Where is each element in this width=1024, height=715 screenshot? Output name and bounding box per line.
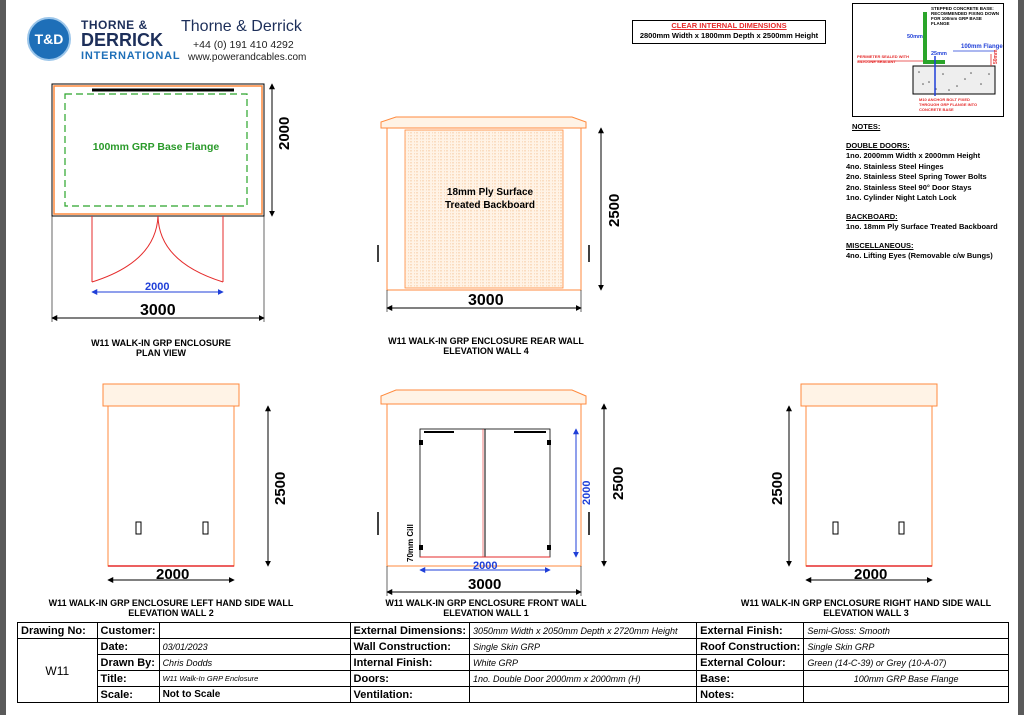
colour-label: External Colour: bbox=[697, 655, 804, 671]
rear-caption-line1: W11 WALK-IN GRP ENCLOSURE REAR WALL bbox=[388, 336, 584, 346]
roof-label: Roof Construction: bbox=[697, 639, 804, 655]
notes-door-item: 1no. Cylinder Night Latch Lock bbox=[846, 193, 957, 202]
front-width-dim: 3000 bbox=[468, 576, 502, 593]
doors-label: Doors: bbox=[350, 671, 469, 687]
ext-dims-label: External Dimensions: bbox=[350, 623, 469, 639]
ext-dims-value: 3050mm Width x 2050mm Depth x 2720mm Height bbox=[470, 623, 697, 639]
front-door-width-dim: 2000 bbox=[473, 560, 498, 572]
colour-value: Green (14-C-39) or Grey (10-A-07) bbox=[804, 655, 1009, 671]
date-label: Date: bbox=[97, 639, 159, 655]
logo-line-2: DERRICK bbox=[81, 30, 164, 50]
rear-caption-line2: ELEVATION WALL 4 bbox=[443, 346, 529, 356]
notes-door-item: 2no. Stainless Steel Spring Tower Bolts bbox=[846, 172, 987, 181]
front-caption bbox=[366, 598, 606, 618]
notes-backboard-heading: BACKBOARD: bbox=[846, 211, 898, 221]
rear-caption bbox=[366, 336, 606, 356]
backboard-label-line1: 18mm Ply Surface bbox=[446, 187, 534, 198]
notes-value bbox=[804, 687, 1009, 703]
front-sill-dim: 70mm Cill bbox=[406, 524, 415, 562]
left-height-dim: 2500 bbox=[272, 471, 289, 505]
title-value: W11 Walk-In GRP Enclosure bbox=[159, 671, 350, 687]
customer-label: Customer: bbox=[97, 623, 159, 639]
title-block bbox=[17, 622, 1009, 703]
notes-door-item: 2no. Stainless Steel 90° Door Stays bbox=[846, 182, 972, 192]
notes-backboard-item: 1no. 18mm Ply Surface Treated Backboard bbox=[846, 222, 998, 231]
wall-value: Single Skin GRP bbox=[470, 639, 697, 655]
left-caption-line2: ELEVATION WALL 2 bbox=[128, 608, 214, 618]
drawing-no-value: W11 bbox=[18, 639, 98, 703]
clear-dims-title: CLEAR INTERNAL DIMENSIONS bbox=[671, 21, 787, 30]
rear-wall-view bbox=[378, 117, 601, 312]
roof-value: Single Skin GRP bbox=[804, 639, 1009, 655]
clear-dims-value: 2800mm Width x 1800mm Depth x 2500mm Height bbox=[639, 31, 819, 40]
ventilation-value bbox=[470, 687, 697, 703]
svg-text:T&D: T&D bbox=[34, 31, 64, 47]
logo-line-1: THORNE & bbox=[81, 18, 148, 32]
plan-caption bbox=[46, 338, 276, 358]
title-label: Title: bbox=[97, 671, 159, 687]
detail-flange: 100mm Flange bbox=[961, 44, 1003, 50]
plan-caption-line2: PLAN VIEW bbox=[135, 348, 186, 358]
rear-width-dim: 3000 bbox=[468, 292, 504, 309]
backboard-label-line2: Treated Backboard bbox=[444, 200, 536, 211]
detail-dim-50b: 50mm bbox=[993, 49, 999, 64]
plan-caption-line1: W11 WALK-IN GRP ENCLOSURE bbox=[91, 338, 231, 348]
front-door-height-dim: 2000 bbox=[581, 480, 593, 505]
left-wall-view bbox=[103, 384, 268, 580]
right-caption bbox=[716, 598, 1016, 618]
int-finish-label: Internal Finish: bbox=[350, 655, 469, 671]
scale-value: Not to Scale bbox=[159, 687, 350, 703]
plan-width-dim: 3000 bbox=[140, 302, 176, 319]
ext-finish-label: External Finish: bbox=[697, 623, 804, 639]
detail-dim-50a: 50mm bbox=[907, 34, 923, 40]
drawn-by-value: Chris Dodds bbox=[159, 655, 350, 671]
right-caption-line1: W11 WALK-IN GRP ENCLOSURE RIGHT HAND SIDE WALL bbox=[740, 598, 992, 608]
date-value: 03/01/2023 bbox=[159, 639, 350, 655]
drawn-by-label: Drawn By: bbox=[97, 655, 159, 671]
drawing-sheet bbox=[6, 0, 1018, 715]
notes-label: Notes: bbox=[697, 687, 804, 703]
left-caption bbox=[21, 598, 321, 618]
right-width-dim: 2000 bbox=[854, 566, 888, 583]
notes-door-item: 1no. 2000mm Width x 2000mm Height bbox=[846, 151, 981, 160]
base-value: 100mm GRP Base Flange bbox=[804, 671, 1009, 687]
front-caption-line1: W11 WALK-IN GRP ENCLOSURE FRONT WALL bbox=[385, 598, 587, 608]
plan-flange-label: 100mm GRP Base Flange bbox=[92, 141, 220, 153]
left-width-dim: 2000 bbox=[156, 566, 190, 583]
notes-title: NOTES: bbox=[852, 122, 881, 131]
plan-depth-dim: 2000 bbox=[276, 116, 293, 150]
backboard-label bbox=[426, 186, 554, 212]
right-caption-line2: ELEVATION WALL 3 bbox=[823, 608, 909, 618]
front-height-dim: 2500 bbox=[610, 466, 627, 500]
detail-dim-25: 25mm bbox=[931, 51, 947, 57]
notes-misc-item: 4no. Lifting Eyes (Removable c/w Bungs) bbox=[846, 251, 993, 260]
front-caption-line2: ELEVATION WALL 1 bbox=[443, 608, 529, 618]
notes-doors-heading: DOUBLE DOORS: bbox=[846, 140, 910, 150]
int-finish-value: White GRP bbox=[470, 655, 697, 671]
detail-perimeter: PERIMETER SEALED WITH SILICONE SEALANT bbox=[857, 54, 910, 64]
left-caption-line1: W11 WALK-IN GRP ENCLOSURE LEFT HAND SIDE WALL bbox=[48, 598, 294, 608]
notes-misc-heading: MISCELLANEOUS: bbox=[846, 240, 914, 250]
phone-number: +44 (0) 191 410 4292 bbox=[193, 39, 294, 51]
ext-finish-value: Semi-Gloss: Smooth bbox=[804, 623, 1009, 639]
drawing-no-label: Drawing No: bbox=[18, 623, 98, 639]
plan-door-dim: 2000 bbox=[145, 281, 170, 293]
rear-height-dim: 2500 bbox=[606, 193, 623, 227]
wall-label: Wall Construction: bbox=[350, 639, 469, 655]
right-wall-view bbox=[789, 384, 937, 580]
scale-label: Scale: bbox=[97, 687, 159, 703]
base-label: Base: bbox=[697, 671, 804, 687]
right-height-dim: 2500 bbox=[769, 471, 786, 505]
company-name: Thorne & Derrick bbox=[181, 18, 302, 35]
doors-value: 1no. Double Door 2000mm x 2000mm (H) bbox=[470, 671, 697, 687]
detail-anchor: M10 ANCHOR BOLT FIXED THROUGH GRP FLANGE INTO CONCRETE BASE bbox=[919, 97, 978, 112]
detail-label-top: STEPPED CONCRETE BASE: RECOMMENDED FIXING DOWN FOR 100mm GRP BASE FLANGE bbox=[931, 6, 999, 26]
logo-line-3: INTERNATIONAL bbox=[81, 50, 181, 62]
customer-value bbox=[159, 623, 350, 639]
ventilation-label: Ventilation: bbox=[350, 687, 469, 703]
notes-door-item: 4no. Stainless Steel Hinges bbox=[846, 161, 944, 171]
website: www.powerandcables.com bbox=[188, 52, 307, 63]
